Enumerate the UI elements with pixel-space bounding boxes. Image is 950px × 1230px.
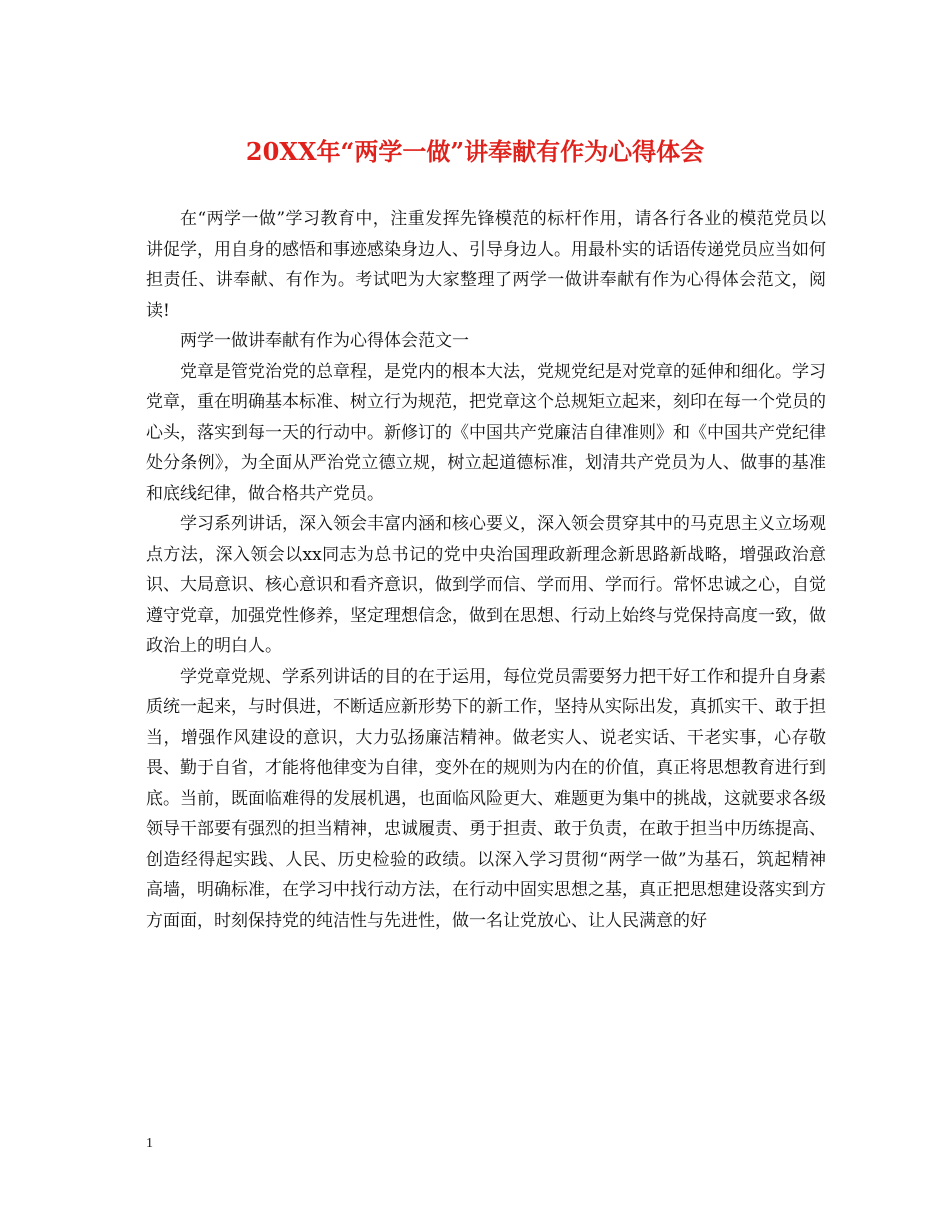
body-paragraph: 学习系列讲话，深入领会丰富内涵和核心要义，深入领会贯穿其中的马克思主义立场观点方法，深入领会以xx同志为总书记的党中央治国理政新理念新思路新战略，增强政治意识、大局意识、核心意识和看齐意识，做到学而信、学而用、学而行。常怀忠诚之心，自觉遵守党章，加强党性修养，坚定理想信念，做到在思想、行动上始终与党保持高度一致，做政治上的明白人。	[146, 514, 826, 656]
document-body	[146, 204, 826, 936]
document-title: 20XX年“两学一做”讲奉献有作为心得体会	[245, 137, 705, 166]
page-number: 1	[146, 1136, 153, 1151]
section-heading: 两学一做讲奉献有作为心得体会范文一	[180, 331, 469, 351]
body-paragraph: 学党章党规、学系列讲话的目的在于运用，每位党员需要努力把干好工作和提升自身素质统一起来，与时俱进，不断适应新形势下的新工作，坚持从实际出发，真抓实干、敢于担当，增强作风建设的意识，大力弘扬廉洁精神。做老实人、说老实话、干老实事，心存敬畏、勤于自省，才能将他律变为自律，变外在的规则为内在的价值，真正将思想教育进行到底。当前，既面临难得的发展机遇，也面临风险更大、难题更为集中的挑战，这就要求各级领导干部要有强烈的担当精神，忠诚履责、勇于担责、敢于负责，在敢于担当中历练提高、创造经得起实践、人民、历史检验的政绩。以深入学习贯彻“两学一做”为基石，筑起精神高墙，明确标准，在学习中找行动方法，在行动中固实思想之基，真正把思想建设落实到方方面面，时刻保持党的纯洁性与先进性，做一名让党放心、让人民满意的好	[146, 666, 826, 931]
body-paragraph: 党章是管党治党的总章程，是党内的根本大法，党规党纪是对党章的延伸和细化。学习党章，重在明确基本标准、树立行为规范，把党章这个总规矩立起来，刻印在每一个党员的心头，落实到每一天的行动中。新修订的《中国共产党廉洁自律准则》和《中国共产党纪律处分条例》，为全面从严治党立德立规，树立起道德标准，划清共产党员为人、做事的基准和底线纪律，做合格共产党员。	[146, 361, 826, 504]
intro-paragraph: 在“两学一做”学习教育中，注重发挥先锋模范的标杆作用，请各行各业的模范党员以讲促学，用自身的感悟和事迹感染身边人、引导身边人。用最朴实的话语传递党员应当如何担责任、讲奉献、有作为。考试吧为大家整理了两学一做讲奉献有作为心得体会范文，阅读!	[146, 209, 826, 321]
